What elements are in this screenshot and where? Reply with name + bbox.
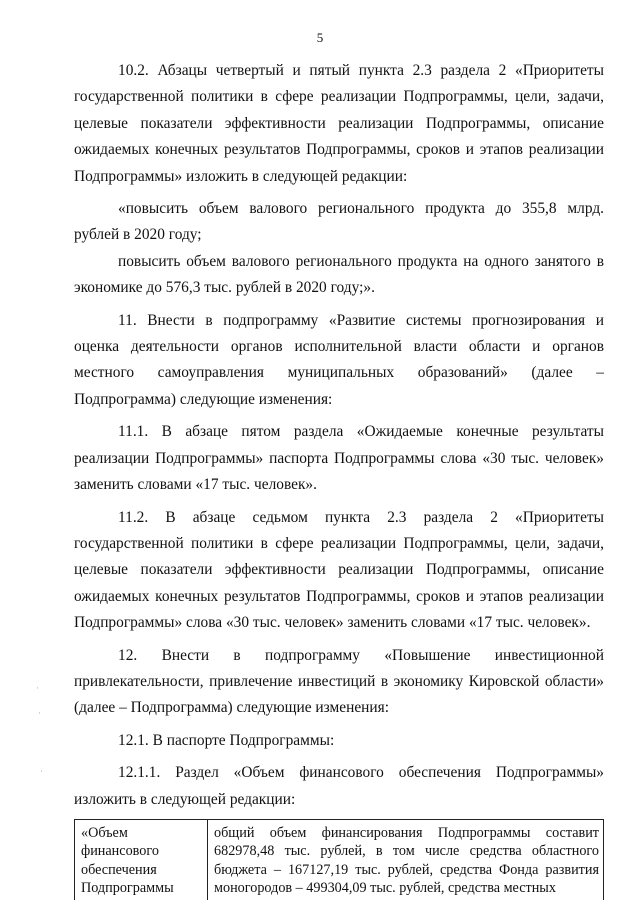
financing-table — [74, 819, 604, 900]
paragraph-10-2: 10.2. Абзацы четвертый и пятый пункта 2.3 раздела 2 «Приоритеты государственной политики в сфере реализации Подпрограммы, цели, задачи, целевые показатели эффективности реализации Подпрограммы, описание ожидаемых конечных результатов Подпрограммы, сроков и этапов реализации Подпрограммы» изложить в следующей редакции: — [74, 62, 604, 185]
paragraph-11-1: 11.1. В абзаце пятом раздела «Ожидаемые конечные результаты реализации Подпрограммы» паспорта Подпрограммы слова «30 тыс. человек» заменить словами «17 тыс. человек». — [74, 423, 604, 494]
scan-speck: · — [40, 766, 43, 776]
table-cell-label: «Объем финансового обеспечения Подпрограммы — [75, 819, 208, 900]
paragraph-quote-vrp-per-employee: повысить объем валового регионального продукта на одного занятого в экономике до 576,3 тыс. рублей в 2020 году;». — [74, 252, 604, 297]
scan-speck: · — [38, 708, 41, 718]
table-cell-value: общий объем финансирования Подпрограммы составит 682978,48 тыс. рублей, в том числе средства областного бюджета – 167127,19 тыс. рублей, средства Фонда развития моногородов – 499304,09 тыс. рублей, средства местных — [208, 819, 604, 900]
paragraph-quote-vrp: «повысить объем валового регионального продукта до 355,8 млрд. рублей в 2020 году; — [74, 200, 604, 244]
document-body — [74, 58, 604, 900]
paragraph-12: 12. Внести в подпрограмму «Повышение инвестиционной привлекательности, привлечение инвестиций в экономику Кировской области» (далее – Подпрограмма) следующие изменения: — [74, 646, 604, 717]
scan-speck: · — [36, 683, 39, 693]
paragraph-11: 11. Внести в подпрограмму «Развитие системы прогнозирования и оценка деятельности органов исполнительной власти области и органов местного самоуправления муниципальных образований» (далее – Подпрограмма) следующие изменения: — [74, 311, 604, 408]
paragraph-11-2: 11.2. В абзаце седьмом пункта 2.3 раздела 2 «Приоритеты государственной политики в сфере реализации Подпрограммы, цели, задачи, целевые показатели эффективности реализации Подпрограммы, описание ожидаемых конечных результатов Подпрограммы, сроков и этапов реализации Подпрограммы» слова «30 тыс. человек» заменить словами «17 тыс. человек». — [74, 508, 604, 632]
paragraph-12-1: 12.1. В паспорте Подпрограммы: — [118, 731, 335, 749]
paragraph-12-1-1: 12.1.1. Раздел «Объем финансового обеспечения Подпрограммы» изложить в следующей редакции: — [74, 764, 604, 808]
table-row — [75, 819, 604, 900]
page-number: 5 — [316, 30, 324, 45]
